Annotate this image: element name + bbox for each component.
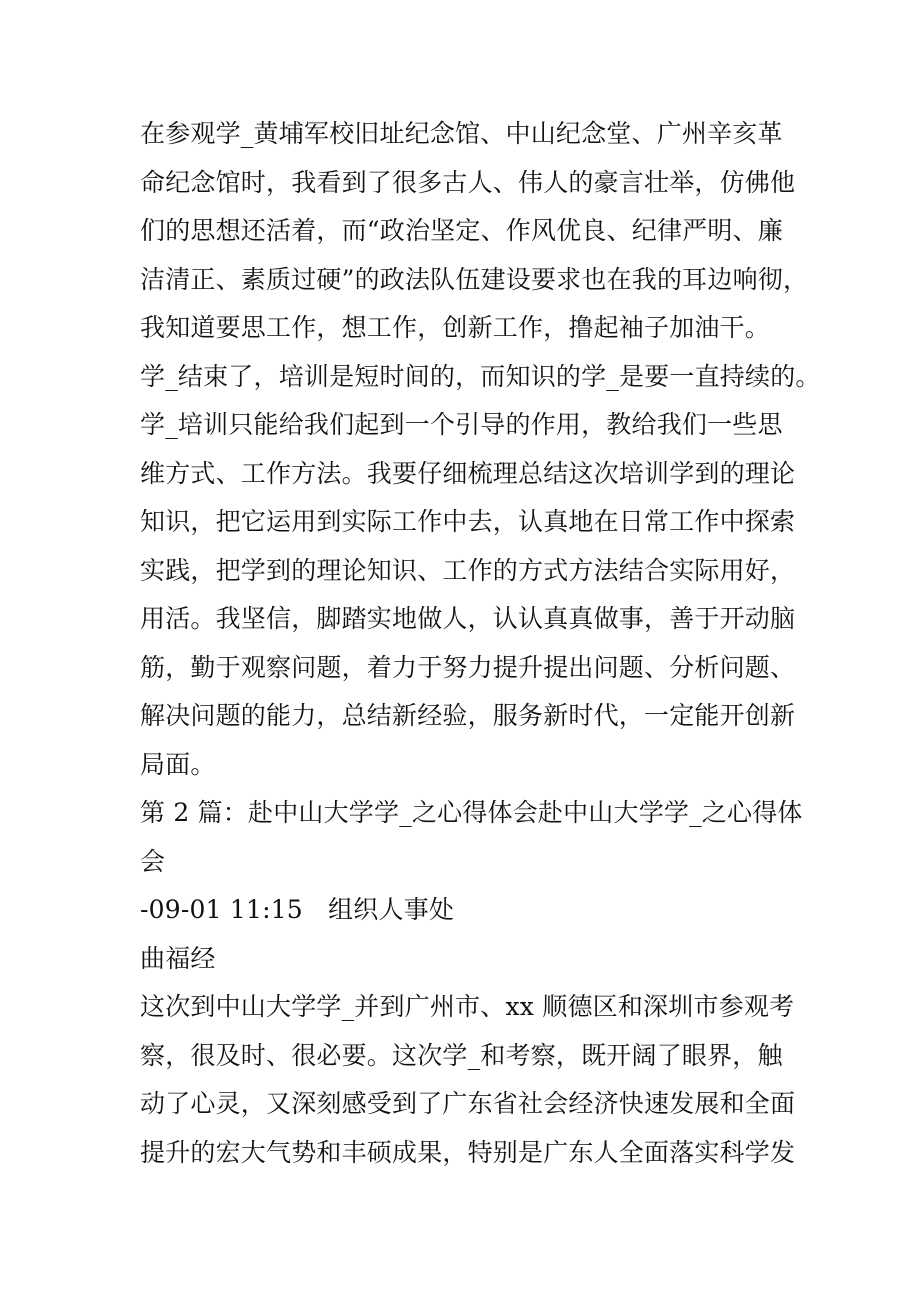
text-line: 用活。我坚信，脚踏实地做人，认认真真做事，善于开动脑: [140, 604, 796, 633]
text-line: 我知道要思工作，想工作，创新工作，撸起袖子加油干。: [140, 313, 771, 342]
text-line: 洁清正、素质过硬”的政法队伍建设要求也在我的耳边响彻，: [140, 264, 809, 294]
text-line: 维方式、工作方法。我要仔细梳理总结这次培训学到的理论: [140, 458, 796, 488]
text-line: 们的思想还活着，而“政治坚定、作风优良、纪律严明、廉: [140, 216, 783, 245]
text-line: 在参观学_黄埔军校旧址纪念馆、中山纪念堂、广州辛亥革: [140, 119, 783, 148]
document-body: [140, 110, 821, 1177]
text-line: 学_结束了，培训是短时间的，而知识的学_是要一直持续的。: [140, 361, 821, 391]
text-line: 察，很及时、很必要。这次学_和考察，既开阔了眼界，触: [140, 1040, 783, 1070]
text-line: 命纪念馆时，我看到了很多古人、伟人的豪言壮举，仿佛他: [140, 167, 796, 197]
section-heading-line: 第 2 篇：赴中山大学学_之心得体会赴中山大学学_之心得体: [140, 798, 803, 827]
text-line: 这次到中山大学学_并到广州市、xx 顺德区和深圳市参观考: [140, 992, 795, 1021]
text-line: 实践，把学到的理论知识、工作的方式方法结合实际用好，: [140, 555, 796, 585]
section-heading-line: 会: [140, 846, 166, 876]
text-line: 提升的宏大气势和丰硕成果，特别是广东人全面落实科学发: [140, 1137, 796, 1167]
text-line: 知识，把它运用到实际工作中去，认真地在日常工作中探索: [140, 507, 796, 536]
text-line: 动了心灵，又深刻感受到了广东省社会经济快速发展和全面: [140, 1089, 796, 1118]
text-line: 解决问题的能力，总结新经验，服务新时代，一定能开创新: [140, 701, 796, 730]
author-line: 曲福经: [140, 943, 216, 973]
text-line: 局面。: [140, 749, 216, 779]
text-line: 筋，勤于观察问题，着力于努力提升提出问题、分析问题、: [140, 652, 796, 682]
date-department-line: -09-01 11:15 组织人事处: [140, 895, 455, 924]
text-line: 学_培训只能给我们起到一个引导的作用，教给我们一些思: [140, 410, 783, 439]
